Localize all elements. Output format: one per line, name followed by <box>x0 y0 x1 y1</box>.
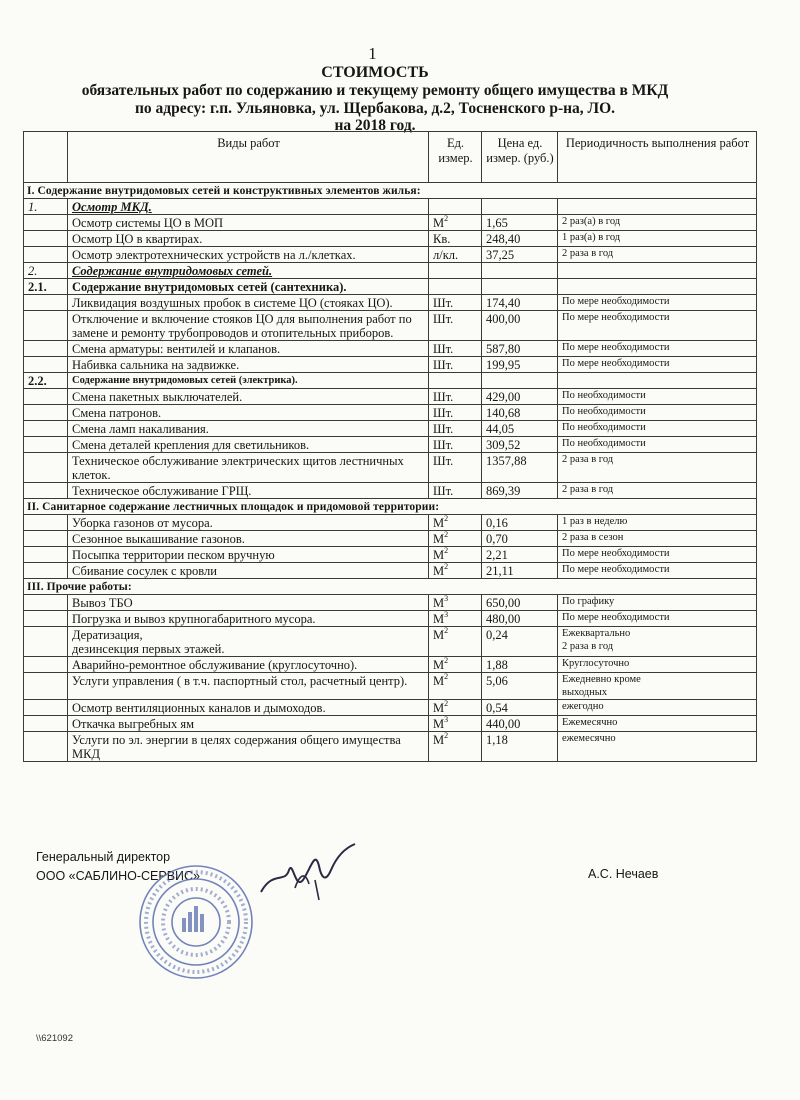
table-row <box>24 595 757 611</box>
unit-cell <box>429 483 482 499</box>
row-number <box>24 547 68 563</box>
row-number <box>24 531 68 547</box>
work-name: Осмотр вентиляционных каналов и дымоходов. <box>68 700 429 716</box>
header-unit: Ед. измер. <box>429 132 482 183</box>
unit-label: Шт. <box>433 312 454 326</box>
footer-code: \\621092 <box>36 1033 73 1044</box>
unit-price: 869,39 <box>482 483 558 499</box>
table-row <box>24 673 757 700</box>
row-number <box>24 595 68 611</box>
periodicity: По мере необходимости <box>558 341 757 357</box>
document-address: по адресу: г.п. Ульяновка, ул. Щербакова, д.2, Тосненского р-на, ЛО. <box>134 100 616 117</box>
periodicity: По мере необходимости <box>558 311 757 341</box>
document-subtitle: обязательных работ по содержанию и текущему ремонту общего имущества в МКД <box>81 82 669 99</box>
table-row <box>24 627 757 657</box>
unit-label: Шт. <box>433 406 454 420</box>
row-number <box>24 673 68 700</box>
unit-label: М <box>433 216 445 230</box>
document-year: на 2018 год. <box>334 117 416 134</box>
period-cell <box>558 199 757 215</box>
unit-price: 1,18 <box>482 732 558 762</box>
group-row <box>24 199 757 215</box>
work-name: Услуги по эл. энергии в целях содержания общего имущества МКД <box>68 732 429 762</box>
periodicity: 2 раз(а) в год <box>558 215 757 231</box>
unit-cell <box>429 405 482 421</box>
work-name: Уборка газонов от мусора. <box>68 515 429 531</box>
unit-exponent: 2 <box>444 698 449 708</box>
period-cell <box>558 279 757 295</box>
page-number: 1 <box>368 44 377 63</box>
header-price: Цена ед. измер. (руб.) <box>482 132 558 183</box>
periodicity: 2 раза в год <box>558 453 757 483</box>
signer-company: ООО «САБЛИНО-СЕРВИС» <box>36 869 200 883</box>
unit-label: л/кл. <box>433 248 459 262</box>
unit-cell <box>429 515 482 531</box>
periodicity: ежегодно <box>558 700 757 716</box>
periodicity: По мере необходимости <box>558 563 757 579</box>
row-number <box>24 483 68 499</box>
unit-exponent: 2 <box>444 213 449 223</box>
row-number <box>24 437 68 453</box>
unit-cell <box>429 295 482 311</box>
unit-price: 21,11 <box>482 563 558 579</box>
unit-exponent: 2 <box>444 561 449 571</box>
table-row <box>24 657 757 673</box>
table-row <box>24 716 757 732</box>
table-row <box>24 437 757 453</box>
periodicity: По необходимости <box>558 389 757 405</box>
table-row <box>24 295 757 311</box>
document-title: СТОИМОСТЬ <box>321 64 429 81</box>
unit-exponent: 2 <box>444 655 449 665</box>
unit-exponent: 2 <box>444 730 449 740</box>
table-row <box>24 563 757 579</box>
row-number: 1. <box>24 199 68 215</box>
work-name: Сбивание сосулек с кровли <box>68 563 429 579</box>
row-number <box>24 295 68 311</box>
row-number <box>24 341 68 357</box>
row-number <box>24 453 68 483</box>
periodicity: По необходимости <box>558 405 757 421</box>
row-number <box>24 657 68 673</box>
unit-price: 440,00 <box>482 716 558 732</box>
unit-cell <box>429 595 482 611</box>
unit-price: 0,24 <box>482 627 558 657</box>
work-name: Смена пакетных выключателей. <box>68 389 429 405</box>
unit-label: Шт. <box>433 296 454 310</box>
section-row <box>24 183 757 199</box>
unit-cell <box>429 547 482 563</box>
periodicity: По необходимости <box>558 421 757 437</box>
work-name: Ликвидация воздушных пробок в системе ЦО (стояках ЦО). <box>68 295 429 311</box>
subgroup-title: Содержание внутридомовых сетей (электрика). <box>68 373 429 389</box>
header-period: Периодичность выполнения работ <box>558 132 757 183</box>
header-name: Виды работ <box>68 132 429 183</box>
work-name: Техническое обслуживание ГРЩ. <box>68 483 429 499</box>
work-name: Откачка выгребных ям <box>68 716 429 732</box>
work-name: Осмотр ЦО в квартирах. <box>68 231 429 247</box>
unit-cell <box>429 263 482 279</box>
unit-exponent: 3 <box>444 714 449 724</box>
signer-name: А.С. Нечаев <box>588 867 659 881</box>
unit-label: М <box>433 717 445 731</box>
work-name: Смена деталей крепления для светильников. <box>68 437 429 453</box>
unit-price: 44,05 <box>482 421 558 437</box>
work-name: Посыпка территории песком вручную <box>68 547 429 563</box>
section-row <box>24 579 757 595</box>
unit-price: 1,65 <box>482 215 558 231</box>
table-row <box>24 531 757 547</box>
unit-cell <box>429 563 482 579</box>
unit-cell <box>429 453 482 483</box>
work-name: Погрузка и вывоз крупногабаритного мусора. <box>68 611 429 627</box>
unit-price: 480,00 <box>482 611 558 627</box>
unit-price: 400,00 <box>482 311 558 341</box>
table-row <box>24 483 757 499</box>
work-name: Смена арматуры: вентилей и клапанов. <box>68 341 429 357</box>
table-header-row <box>24 132 757 183</box>
unit-exponent: 2 <box>444 545 449 555</box>
unit-label: Шт. <box>433 342 454 356</box>
unit-price: 0,16 <box>482 515 558 531</box>
section-title: I. Содержание внутридомовых сетей и конструктивных элементов жилья: <box>24 183 757 199</box>
unit-cell <box>429 357 482 373</box>
unit-price: 2,21 <box>482 547 558 563</box>
unit-label: Кв. <box>433 232 451 246</box>
row-number: 2.2. <box>24 373 68 389</box>
periodicity: 2 раза в год <box>558 247 757 263</box>
unit-price: 174,40 <box>482 295 558 311</box>
unit-label: М <box>433 674 445 688</box>
unit-price: 248,40 <box>482 231 558 247</box>
row-number: 2. <box>24 263 68 279</box>
table-row <box>24 389 757 405</box>
periodicity: 2 раза в год <box>558 483 757 499</box>
periodicity: По мере необходимости <box>558 295 757 311</box>
unit-price: 1,88 <box>482 657 558 673</box>
periodicity: По необходимости <box>558 437 757 453</box>
unit-label: Шт. <box>433 454 454 468</box>
table-row <box>24 515 757 531</box>
row-number <box>24 563 68 579</box>
row-number <box>24 700 68 716</box>
unit-exponent: 2 <box>444 625 449 635</box>
table-row <box>24 405 757 421</box>
work-name: Аварийно-ремонтное обслуживание (круглосуточно). <box>68 657 429 673</box>
subgroup-row <box>24 279 757 295</box>
unit-label: М <box>433 516 445 530</box>
unit-price: 5,06 <box>482 673 558 700</box>
work-name: Дератизация, дезинсекция первых этажей. <box>68 627 429 657</box>
unit-label: Шт. <box>433 358 454 372</box>
row-number <box>24 311 68 341</box>
period-cell <box>558 373 757 389</box>
group-title: Содержание внутридомовых сетей. <box>68 263 429 279</box>
price-cell <box>482 373 558 389</box>
unit-price: 1357,88 <box>482 453 558 483</box>
unit-price: 140,68 <box>482 405 558 421</box>
unit-label: М <box>433 532 445 546</box>
signature <box>255 840 365 910</box>
unit-cell <box>429 716 482 732</box>
price-cell <box>482 199 558 215</box>
row-number <box>24 515 68 531</box>
unit-exponent: 3 <box>444 593 449 603</box>
work-name: Техническое обслуживание электрических щитов лестничных клеток. <box>68 453 429 483</box>
row-number <box>24 357 68 373</box>
table-row <box>24 453 757 483</box>
unit-cell <box>429 627 482 657</box>
row-number <box>24 405 68 421</box>
period-cell <box>558 263 757 279</box>
row-number <box>24 421 68 437</box>
unit-label: Шт. <box>433 484 454 498</box>
row-number <box>24 627 68 657</box>
row-number <box>24 732 68 762</box>
unit-exponent: 3 <box>444 609 449 619</box>
header-num <box>24 132 68 183</box>
unit-label: М <box>433 564 445 578</box>
unit-price: 37,25 <box>482 247 558 263</box>
unit-cell <box>429 421 482 437</box>
unit-label: Шт. <box>433 390 454 404</box>
unit-label: Шт. <box>433 438 454 452</box>
periodicity: ежемесячно <box>558 732 757 762</box>
row-number <box>24 231 68 247</box>
unit-exponent: 2 <box>444 671 449 681</box>
unit-cell <box>429 373 482 389</box>
work-name: Осмотр системы ЦО в МОП <box>68 215 429 231</box>
unit-label: М <box>433 733 445 747</box>
group-row <box>24 263 757 279</box>
row-number: 2.1. <box>24 279 68 295</box>
unit-cell <box>429 673 482 700</box>
unit-cell <box>429 247 482 263</box>
unit-label: М <box>433 596 445 610</box>
row-number <box>24 247 68 263</box>
row-number <box>24 716 68 732</box>
periodicity: 1 раз в неделю <box>558 515 757 531</box>
work-name: Осмотр электротехнических устройств на л./клетках. <box>68 247 429 263</box>
work-name: Набивка сальника на задвижке. <box>68 357 429 373</box>
work-name: Смена ламп накаливания. <box>68 421 429 437</box>
unit-cell <box>429 215 482 231</box>
periodicity: 2 раза в сезон <box>558 531 757 547</box>
row-number <box>24 611 68 627</box>
table-row <box>24 357 757 373</box>
company-stamp <box>136 862 256 982</box>
section-title: III. Прочие работы: <box>24 579 757 595</box>
unit-cell <box>429 279 482 295</box>
signer-position: Генеральный директор <box>36 850 171 864</box>
unit-cell <box>429 611 482 627</box>
group-title: Осмотр МКД. <box>68 199 429 215</box>
section-title: II. Санитарное содержание лестничных площадок и придомовой территории: <box>24 499 757 515</box>
unit-exponent: 2 <box>444 513 449 523</box>
unit-label: М <box>433 628 445 642</box>
periodicity: По мере необходимости <box>558 357 757 373</box>
periodicity: По мере необходимости <box>558 611 757 627</box>
table-row <box>24 247 757 263</box>
table-row <box>24 421 757 437</box>
work-name: Сезонное выкашивание газонов. <box>68 531 429 547</box>
table-row <box>24 732 757 762</box>
row-number <box>24 389 68 405</box>
unit-cell <box>429 311 482 341</box>
section-row <box>24 499 757 515</box>
works-table <box>23 131 757 762</box>
unit-label: М <box>433 612 445 626</box>
table-row <box>24 611 757 627</box>
unit-cell <box>429 341 482 357</box>
unit-price: 0,54 <box>482 700 558 716</box>
unit-price: 587,80 <box>482 341 558 357</box>
work-name: Вывоз ТБО <box>68 595 429 611</box>
unit-exponent: 2 <box>444 529 449 539</box>
unit-cell <box>429 531 482 547</box>
periodicity: По мере необходимости <box>558 547 757 563</box>
unit-cell <box>429 657 482 673</box>
unit-label: М <box>433 548 445 562</box>
periodicity: По графику <box>558 595 757 611</box>
work-name: Услуги управления ( в т.ч. паспортный стол, расчетный центр). <box>68 673 429 700</box>
unit-cell <box>429 700 482 716</box>
work-name: Смена патронов. <box>68 405 429 421</box>
periodicity: Ежедневно кроме выходных <box>558 673 757 700</box>
unit-label: М <box>433 701 445 715</box>
table-row <box>24 215 757 231</box>
unit-cell <box>429 389 482 405</box>
periodicity: Ежемесячно <box>558 716 757 732</box>
table-row <box>24 231 757 247</box>
table-row <box>24 311 757 341</box>
unit-label: Шт. <box>433 422 454 436</box>
unit-cell <box>429 199 482 215</box>
subgroup-row <box>24 373 757 389</box>
periodicity: 1 раз(а) в год <box>558 231 757 247</box>
periodicity: Ежеквартально 2 раза в год <box>558 627 757 657</box>
unit-cell <box>429 732 482 762</box>
subgroup-title: Содержание внутридомовых сетей (сантехника). <box>68 279 429 295</box>
table-row <box>24 700 757 716</box>
unit-price: 0,70 <box>482 531 558 547</box>
row-number <box>24 215 68 231</box>
table-row <box>24 547 757 563</box>
price-cell <box>482 263 558 279</box>
unit-price: 309,52 <box>482 437 558 453</box>
unit-cell <box>429 231 482 247</box>
unit-cell <box>429 437 482 453</box>
periodicity: Круглосуточно <box>558 657 757 673</box>
price-cell <box>482 279 558 295</box>
unit-price: 429,00 <box>482 389 558 405</box>
unit-label: М <box>433 658 445 672</box>
table-row <box>24 341 757 357</box>
work-name: Отключение и включение стояков ЦО для выполнения работ по замене и ремонту трубопроводов и отопительных приборов. <box>68 311 429 341</box>
unit-price: 199,95 <box>482 357 558 373</box>
unit-price: 650,00 <box>482 595 558 611</box>
